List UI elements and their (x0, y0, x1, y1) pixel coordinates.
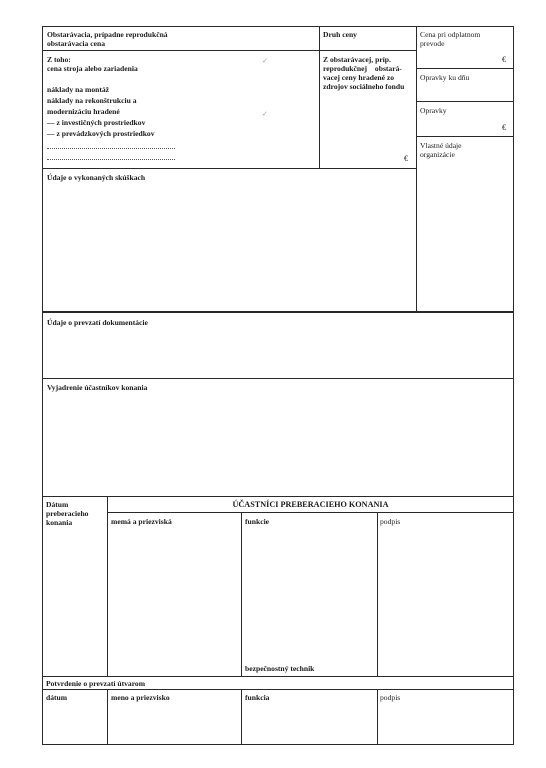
divider-right-3 (416, 136, 514, 137)
blank-line-2[interactable] (47, 159, 175, 160)
col-signature-header: podpis (380, 517, 401, 526)
blank-line-1[interactable] (47, 148, 175, 149)
acceptance-date-line3: konania (46, 518, 73, 527)
social-fund-line4: zdrojov sociálneho fondu (323, 82, 405, 91)
divider-statement-bottom (42, 496, 514, 497)
org-data-line1: Vlastné údaje (420, 141, 462, 150)
modernization-label: modernizáciu hradené (47, 107, 120, 116)
price-type-title: Druh ceny (323, 30, 357, 39)
divider-conf-function (377, 689, 378, 745)
acceptance-date-line1: Dátum (46, 500, 69, 509)
conf-col-date: dátum (46, 693, 68, 702)
participants-title: ÚČASTNÍCI PREBERACIEHO KONANIA (232, 500, 389, 509)
tick-mark-2: ✓ (262, 110, 268, 118)
participants-statement-title: Vyjadrenie účastníkov konania (47, 383, 148, 392)
divider-function-column (241, 512, 242, 676)
col-names-header: memá a priezviská (111, 517, 172, 526)
divider-price-type (319, 26, 320, 168)
confirmation-title: Potvrdenie o prevzatí útvarom (46, 679, 146, 688)
divider-right-2 (416, 101, 514, 102)
documentation-section-title: Údaje o prevzatí dokumentácie (47, 318, 148, 327)
org-data-line2: organizácie (420, 150, 455, 159)
repairs-currency: € (502, 123, 506, 132)
tests-section-title: Údaje o vykonaných skúškach (47, 173, 146, 182)
divider-conf-name (241, 689, 242, 745)
divider-documentation-bottom (42, 378, 514, 379)
social-fund-line1: Z obstarávacej, príp. (323, 55, 391, 64)
col-functions-header: funkcie (245, 517, 270, 526)
safety-technician-label: bezpečnostný technik (245, 664, 315, 673)
divider-date-column (107, 496, 108, 676)
divider-confirmation-header (42, 689, 514, 690)
assembly-costs-label: náklady na montáž (47, 85, 110, 94)
divider-under-titles (42, 50, 319, 51)
sale-price-line2: prevode (420, 39, 445, 48)
social-fund-line2: reprodukčnej obstará- (323, 64, 402, 73)
divider-confirmation-top (42, 676, 514, 677)
divider-participants-header (107, 512, 514, 513)
conf-col-name: meno a priezvisko (111, 693, 170, 702)
operating-funds-label: — z prevádzkových prostriedkov (47, 129, 155, 138)
price-type-currency: € (404, 154, 408, 163)
repairs-label: Opravky (420, 106, 447, 115)
conf-col-signature: podpis (380, 693, 401, 702)
divider-signature-column (377, 512, 378, 676)
social-fund-line3: vacej ceny hradené zo (323, 73, 395, 82)
divider-under-price-type (319, 50, 416, 51)
repairs-to-date-label: Opravky ku dňu (420, 73, 470, 82)
acquisition-title-line2: obstarávacia cena (47, 39, 105, 48)
tick-mark-1: ✓ (262, 57, 268, 65)
of-which-label: Z toho: (47, 55, 71, 64)
divider-conf-date (107, 689, 108, 745)
acquisition-title-line1: Obstarávacia, prípadne reprodukčná (47, 30, 168, 39)
machine-price-label: cena stroja alebo zariadenia (47, 64, 138, 73)
divider-right-1 (416, 68, 514, 69)
acceptance-date-line2: preberacieho (46, 509, 89, 518)
sale-price-currency: € (502, 55, 506, 64)
investment-funds-label: — z investičných prostriedkov (47, 118, 146, 127)
conf-col-function: funkcia (245, 693, 270, 702)
reconstruction-costs-label: náklady na rekonštrukciu a (47, 96, 137, 105)
sale-price-line1: Cena pri odplatnom (420, 30, 481, 39)
divider-under-main-block (42, 168, 416, 169)
